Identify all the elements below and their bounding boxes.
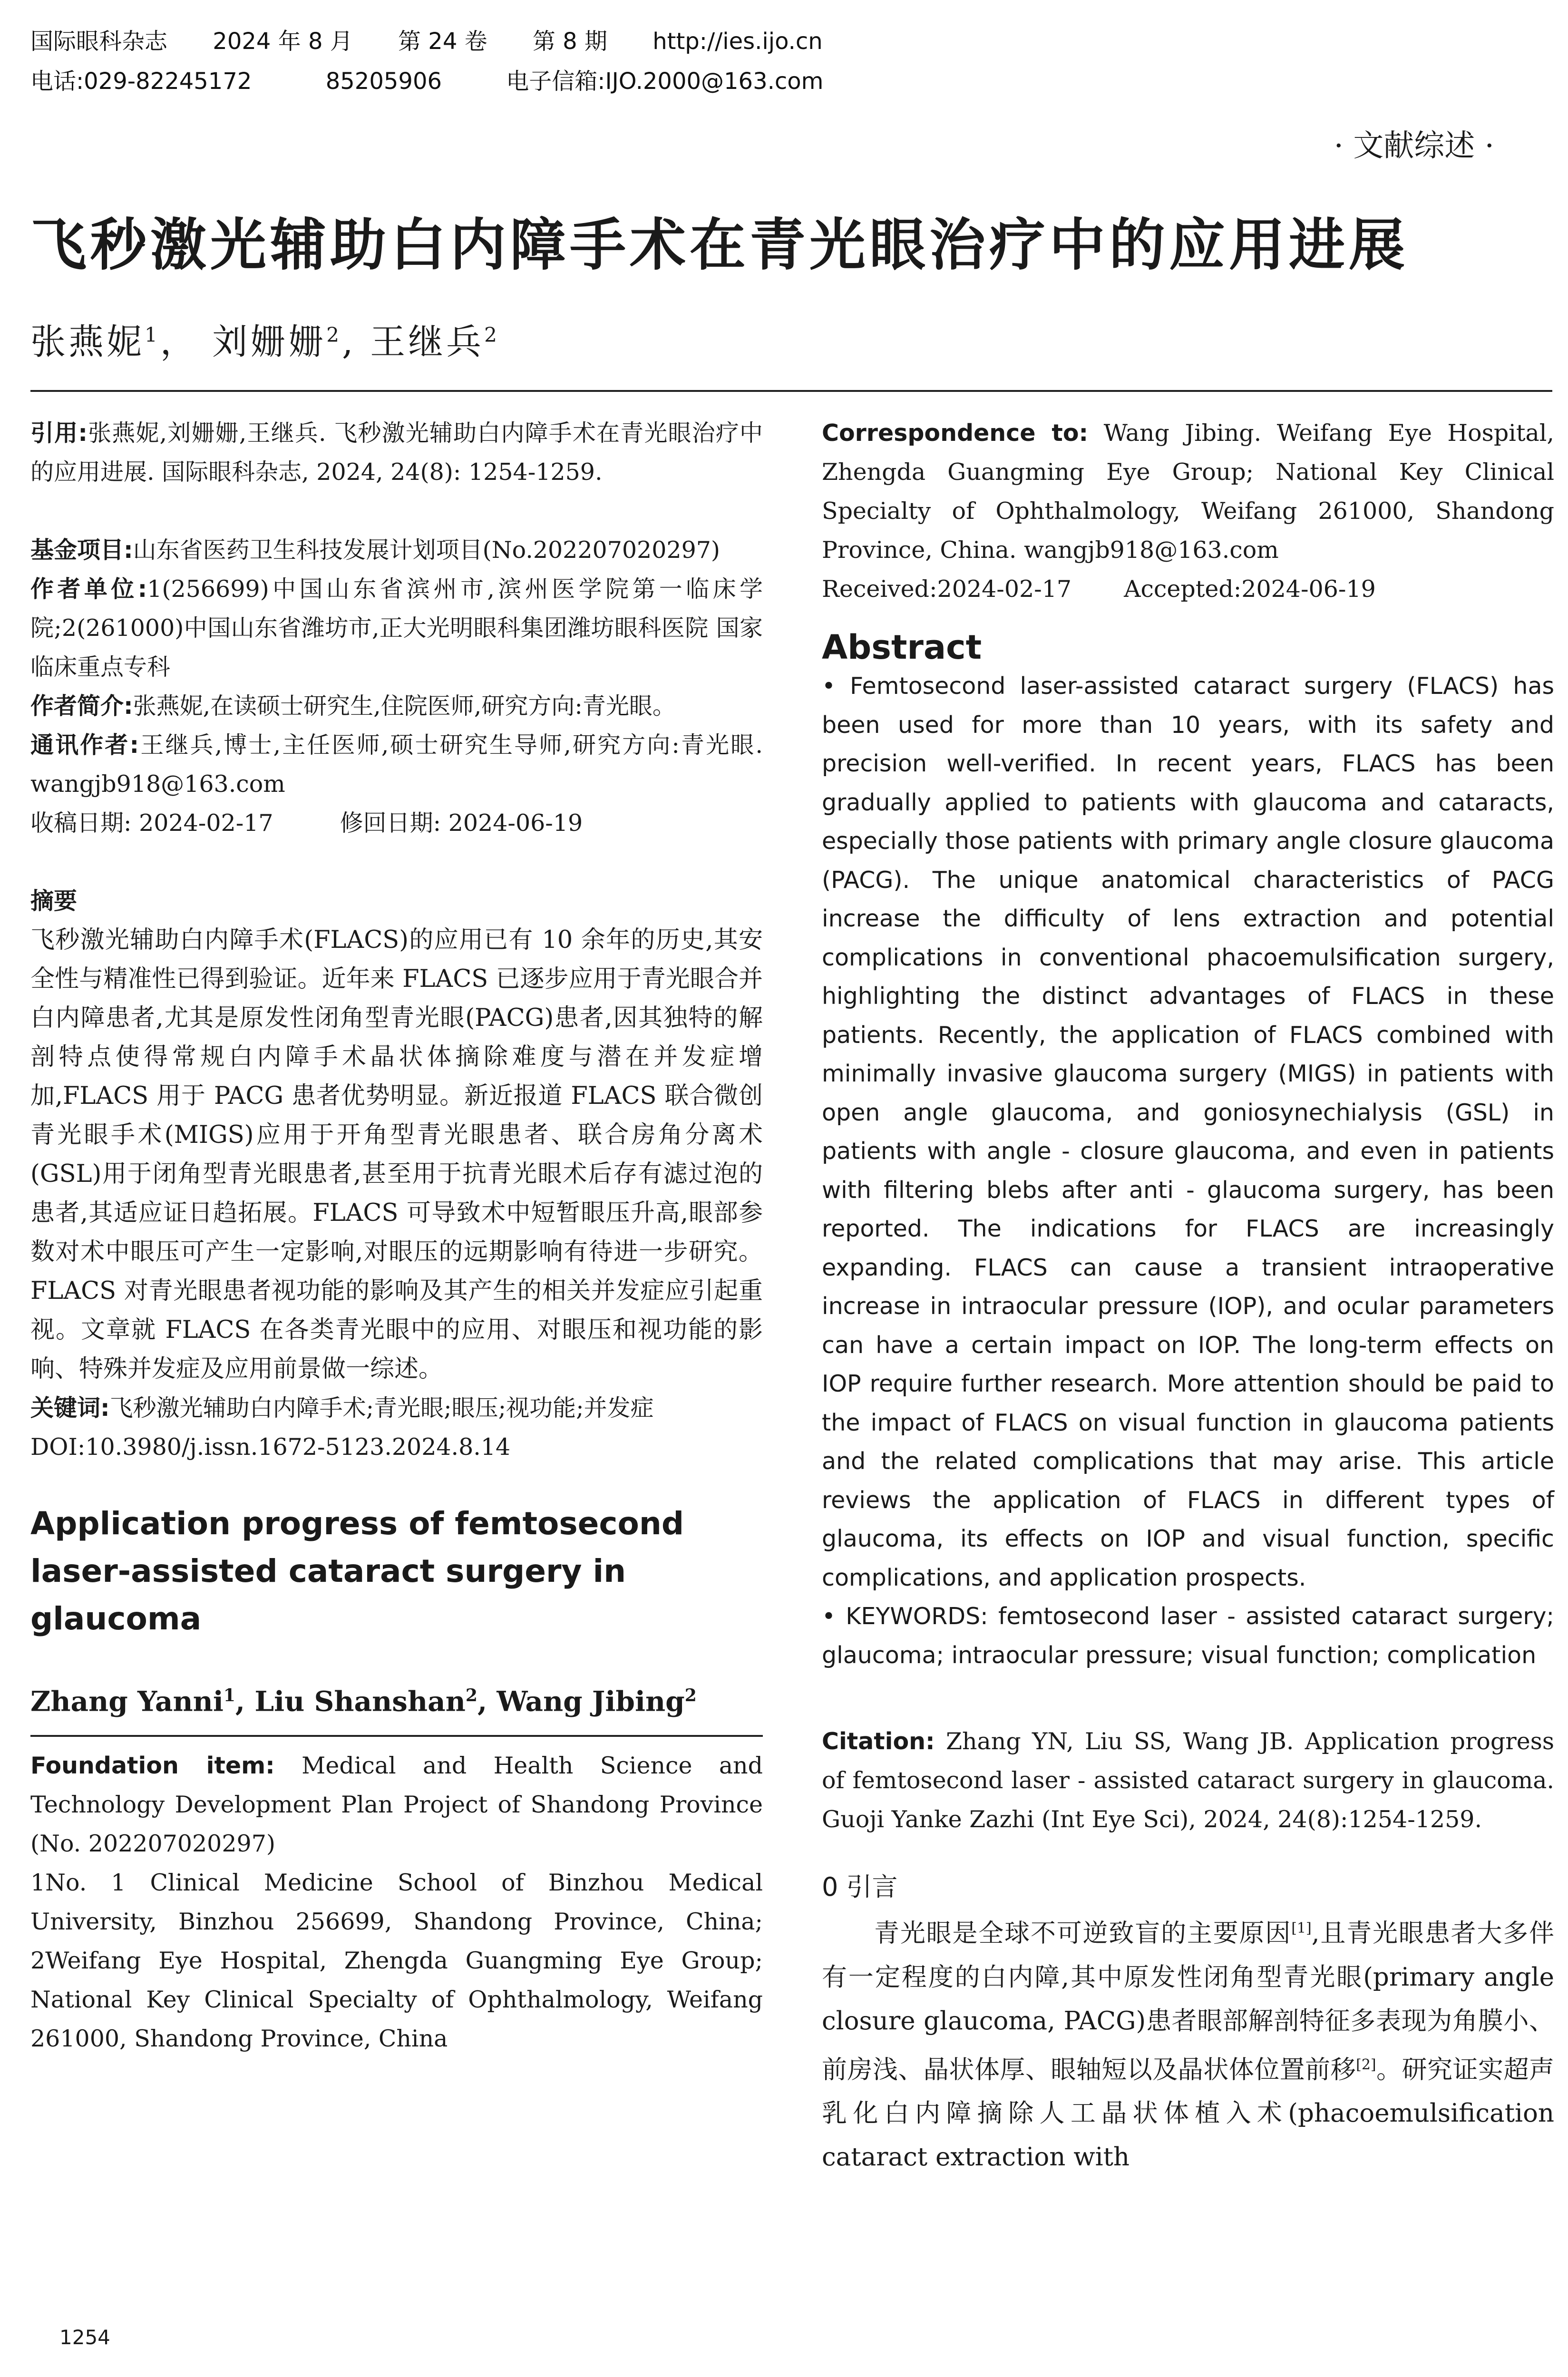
citation-ref[interactable]: [2] (1356, 2056, 1376, 2073)
abstract-heading-cn: 摘要 (30, 887, 78, 915)
keywords-cn: 关键词:飞秒激光辅助白内障手术;青光眼;眼压;视功能;并发症 (30, 1394, 654, 1422)
intro-paragraph: 青光眼是全球不可逆致盲的主要原因[1],且青光眼患者大多伴有一定程度的白内障,其中原发性闭角型青光眼(primary angle closure glaucoma, PACG)患者眼部解剖特征多表现为角膜小、前房浅、晶状体厚、眼轴短以及晶状体位置前移[2]。研究证实超声乳化白内障摘除人工晶状体植入术(phacoemulsification cataract extraction with (822, 1919, 1554, 2172)
citation-en: Citation: Zhang YN, Liu SS, Wang JB. Application progress of femtosecond laser - assisted cataract surgery in glaucoma. Guoji Yanke Zazhi (Int Eye Sci), 2024, 24(8):1254-1259. (822, 1728, 1554, 1833)
correspondence-cn: 通讯作者:王继兵,博士,主任医师,硕士研究生导师,研究方向:青光眼. wangjb918@163.com (30, 731, 763, 798)
header-divider (30, 390, 1552, 392)
journal-url[interactable]: http://ies.ijo.cn (653, 28, 823, 55)
author-name: 刘姗姗 (212, 321, 327, 362)
affiliation-en: 1No. 1 Clinical Medicine School of Binzhou Medical University, Binzhou 256699, Shandong Province, China; 2Weifang Eye Hospital, Zhengda Guangming Eye Group; National Key Clinical Specialty of Ophthalmology, Weifang 261000, Shandong Province, China (30, 1869, 763, 2053)
foundation-en: Foundation item: Medical and Health Science and Technology Development Plan Project of Shandong Province (No. 202207020297) (30, 1752, 763, 1858)
page-number: 1254 (59, 2326, 110, 2349)
journal-header-line1 (30, 23, 861, 56)
phone2: 85205906 (325, 68, 442, 95)
journal-email[interactable]: 电子信箱:IJO.2000@163.com (506, 68, 824, 95)
author-name: 王继兵 (370, 321, 485, 362)
author-list: 张燕妮$^1$， 刘姗姗$^2$, 王继兵$^2$ (30, 321, 500, 362)
doi[interactable]: DOI:10.3980/j.issn.1672-5123.2024.8.14 (30, 1433, 511, 1461)
fund-cn: 基金项目:山东省医药卫生科技发展计划项目(No.202207020297) (30, 536, 721, 564)
citation-ref[interactable]: [1] (1291, 1920, 1312, 1937)
volume: 第 24 卷 (398, 28, 487, 55)
english-title: Application progress of femtosecond laser-assisted cataract surgery in glaucoma (30, 1505, 684, 1637)
correspondence-en: Correspondence to: Wang Jibing. Weifang Eye Hospital, Zhengda Guangming Eye Group; National Key Clinical Specialty of Ophthalmology, Weifang 261000, Shandong Province, China. wangjb918@163.com (822, 419, 1555, 564)
article-title: 飞秒激光辅助白内障手术在青光眼治疗中的应用进展 (30, 212, 1409, 278)
issue-date: 2024 年 8 月 (213, 28, 353, 55)
affiliation-cn: 作者单位:1(256699)中国山东省滨州市,滨州医学院第一临床学院;2(261000)中国山东省潍坊市,正大光明眼科集团潍坊眼科医院 国家临床重点专科 (30, 575, 763, 681)
phone: 电话:029-82245172 (30, 68, 252, 95)
journal-name: 国际眼科杂志 (30, 28, 168, 55)
author-affil-sup: 2 (326, 323, 342, 347)
author-name: 张燕妮 (30, 321, 145, 362)
abstract-heading-en: Abstract (822, 628, 982, 667)
left-column (30, 414, 763, 2058)
issue: 第 8 期 (532, 28, 607, 55)
journal-header-line2 (30, 63, 861, 96)
intro-heading: 0 引言 (822, 1872, 898, 1902)
section-tag: · 文献综述 · (1334, 128, 1494, 164)
author-affil-sup: 2 (484, 323, 500, 347)
keywords-en: • KEYWORDS: femtosecond laser - assisted cataract surgery; glaucoma; intraocular pressure; visual function; complication (822, 1603, 1554, 1669)
author-bio-cn: 作者简介:张燕妮,在读硕士研究生,住院医师,研究方向:青光眼。 (30, 692, 676, 720)
dates-cn: 收稿日期: 2024-02-17 修回日期: 2024-06-19 (30, 809, 583, 837)
right-column (822, 414, 1554, 2179)
citation-cn: 引用:张燕妮,刘姗姗,王继兵. 飞秒激光辅助白内障手术在青光眼治疗中的应用进展. 国际眼科杂志, 2024, 24(8): 1254-1259. (30, 419, 763, 486)
author-affil-sup: 1 (145, 323, 160, 347)
dates-en: Received:2024-02-17 Accepted:2024-06-19 (822, 575, 1376, 603)
abstract-cn: 飞秒激光辅助白内障手术(FLACS)的应用已有 10 余年的历史,其安全性与精准性已得到验证。近年来 FLACS 已逐步应用于青光眼合并白内障患者,尤其是原发性闭角型青光眼(PACG)患者,因其独特的解剖特点使得常规白内障手术晶状体摘除难度与潜在并发症增加,FLACS 用于 PACG 患者优势明显。新近报道 FLACS 联合微创青光眼手术(MIGS)应用于开角型青光眼患者、联合房角分离术(GSL)用于闭角型青光眼患者,甚至用于抗青光眼术后存有滤过泡的患者,其适应证日趋拓展。FLACS 可导致术中短暂眼压升高,眼部参数对术中眼压可产生一定影响,对眼压的远期影响有待进一步研究。FLACS 对青光眼患者视功能的影响及其产生的相关并发症应引起重视。文章就 FLACS 在各类青光眼中的应用、对眼压和视功能的影响、特殊并发症及应用前景做一综述。 (30, 926, 763, 1383)
abstract-en: • Femtosecond laser-assisted cataract surgery (FLACS) has been used for more than 10 years, with its safety and precision well-verified. In recent years, FLACS has been gradually applied to patients with glaucoma and cataracts, especially those patients with primary angle closure glaucoma (PACG). The unique anatomical characteristics of PACG increase the difficulty of lens extraction and potential complications in conventional phacoemulsification surgery, highlighting the distinct advantages of FLACS in these patients. Recently, the application of FLACS combined with minimally invasive glaucoma surgery (MIGS) in patients with open angle glaucoma, and goniosynechialysis (GSL) in patients with angle - closure glaucoma, and even in patients with filtering blebs after anti - glaucoma surgery, has been reported. The indications for FLACS are increasingly expanding. FLACS can cause a transient intraoperative increase in intraocular pressure (IOP), and ocular parameters can have a certain impact on IOP. The long-term effects on IOP require further research. More attention should be paid to the impact of FLACS on visual function in glaucoma patients and the related complications that may arise. This article reviews the application of FLACS in different types of glaucoma, its effects on IOP and visual function, specific complications, and application prospects. (822, 672, 1554, 1591)
english-authors: Zhang Yanni$^1$, Liu Shanshan$^2$, Wang Jibing$^2$ (30, 1685, 697, 1718)
